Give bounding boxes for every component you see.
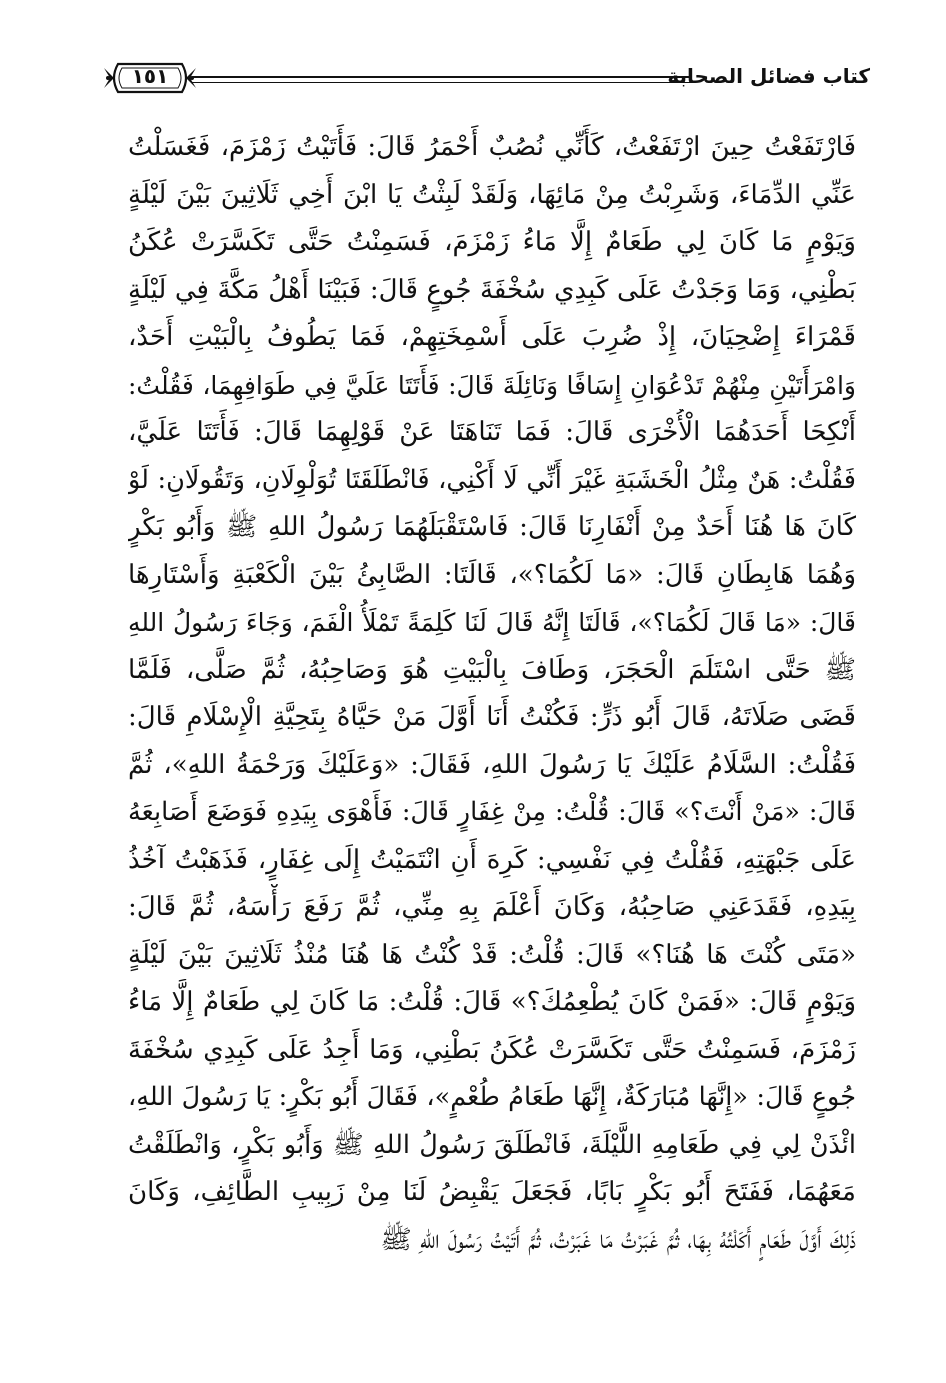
text-line-1: فَارْتَفَعْتُ حِينَ ارْتَفَعْتُ، كَأَنِّي نُصُبٌ أَحْمَرُ قَالَ: فَأَتَيْتُ زَمْزَمَ، فَغَسَلْتُ [128, 132, 856, 162]
text-line-22: ائْذَنْ لِي فِي طَعَامِهِ اللَّيْلَةَ، فَانْطَلَقَ رَسُولُ اللهِ ﷺ وَأَبُو بَكْرٍ، وَانْطَلَقْتُ [128, 1129, 856, 1160]
text-line-16: عَلَى جَبْهَتِهِ، فَقُلْتُ فِي نَفْسِي: كَرِهَ أَنِ انْتَمَيْتُ إِلَى غِفَارٍ، فَذَهَبْتُ آخُذُ [128, 844, 856, 875]
text-line-10: وَهُمَا هَابِطَانِ قَالَ: «مَا لَكُمَا؟»، قَالَتَا: الصَّابِئُ بَيْنَ الْكَعْبَةِ وَأَسْتَارِهَا [128, 559, 856, 590]
page-header [100, 58, 870, 102]
book-title: كتاب فضائل الصحابة [667, 64, 870, 88]
text-line-19: وَيَوْمٍ قَالَ: «فَمَنْ كَانَ يُطْعِمُكَ؟» قَالَ: قُلْتُ: مَا كَانَ لِي طَعَامٌ إِلَّا مَاءُ [128, 987, 856, 1017]
text-line-20: زَمْزَمَ، فَسَمِنْتُ حَتَّى تَكَسَّرَتْ عُكَنُ بَطْنِي، وَمَا أَجِدُ عَلَى كَبِدِي سُخْفَةَ [128, 1034, 856, 1065]
text-line-17: بِيَدِهِ، فَقَدَعَنِي صَاحِبُهُ، وَكَانَ أَعْلَمَ بِهِ مِنِّي، ثُمَّ رَفَعَ رَأْسَهُ، ثُمَّ قَالَ: [128, 892, 856, 922]
text-line-23: مَعَهُمَا، فَفَتَحَ أَبُو بَكْرٍ بَابًا، فَجَعَلَ يَقْبِضُ لَنَا مِنْ زَبِيبِ الطَّائِفِ، وَكَانَ [128, 1177, 856, 1207]
header-rule-thin [192, 82, 692, 83]
text-line-11: قَالَ: «مَا قَالَ لَكُمَا؟»، قَالَتَا إِنَّهُ قَالَ لَنَا كَلِمَةً تَمْلَأُ الْفَمَ، وَجَاءَ رَسُولُ اللهِ [128, 608, 856, 637]
text-line-4: بَطْنِي، وَمَا وَجَدْتُ عَلَى كَبِدِي سُخْفَةَ جُوعٍ قَالَ: فَبَيْنَا أَهْلُ مَكَّةَ فِي لَيْلَةٍ [128, 274, 856, 305]
text-line-8: فَقُلْتُ: هَنٌ مِثْلُ الْخَشَبَةِ غَيْرَ أَنِّي لَا أَكْنِي، فَانْطَلَقَتَا تُوَلْوِلَانِ، وَتَقُولَانِ: لَوْ [128, 464, 856, 495]
text-line-21: جُوعٍ قَالَ: «إِنَّهَا مُبَارَكَةٌ، إِنَّهَا طَعَامُ طُعْمٍ»، فَقَالَ أَبُو بَكْرٍ: يَا رَسُولَ اللهِ، [128, 1082, 856, 1112]
text-line-9: كَانَ هَا هُنَا أَحَدٌ مِنْ أَنْفَارِنَا قَالَ: فَاسْتَقْبَلَهُمَا رَسُولُ اللهِ ﷺ وَأَبُو بَكْرٍ [128, 512, 856, 542]
text-line-7: أَنْكِحَا أَحَدَهُمَا الْأُخْرَى قَالَ: فَمَا تَنَاهَتَا عَنْ قَوْلِهِمَا قَالَ: فَأَتَتَا عَلَيَّ، [128, 417, 856, 447]
body-text [128, 124, 856, 1264]
text-line-12: ﷺ حَتَّى اسْتَلَمَ الْحَجَرَ، وَطَافَ بِالْبَيْتِ هُوَ وَصَاحِبُهُ، ثُمَّ صَلَّى، فَلَمَّا [128, 654, 856, 685]
header-rule [192, 76, 692, 78]
page-number-ornament [100, 58, 200, 98]
text-line-24: ذَلِكَ أَوَّلَ طَعَامٍ أَكَلْتُهُ بِهَا، ثُمَّ غَبَرْتُ مَا غَبَرْتُ، ثُمَّ أَتَيْتُ رَسُولَ اللهِ ﷺ [380, 1224, 856, 1255]
text-line-6: وَامْرَأَتَيْنِ مِنْهُمْ تَدْعُوَانِ إِسَافًا وَنَائِلَةَ قَالَ: فَأَتَتَا عَلَيَّ فِي طَوَافِهِمَا، فَقُلْتُ: [128, 370, 856, 400]
text-line-2: عَنِّي الدِّمَاءَ، وَشَرِبْتُ مِنْ مَائِهَا، وَلَقَدْ لَبِثْتُ يَا ابْنَ أَخِي ثَلَاثِينَ بَيْنَ لَيْلَةٍ [128, 179, 856, 210]
text-line-13: قَضَى صَلَاتَهُ، قَالَ أَبُو ذَرٍّ: فَكُنْتُ أَنَا أَوَّلَ مَنْ حَيَّاهُ بِتَحِيَّةِ الْإِسْلَامِ قَالَ: [128, 702, 856, 732]
page-number: ١٥١ [131, 64, 169, 88]
text-line-15: قَالَ: «مَنْ أَنْتَ؟» قَالَ: قُلْتُ: مِنْ غِفَارٍ قَالَ: فَأَهْوَى بِيَدِهِ فَوَضَعَ أَصَابِعَهُ [128, 797, 856, 827]
text-line-5: قَمْرَاءَ إِضْحِيَانَ، إِذْ ضُرِبَ عَلَى أَسْمِخَتِهِمْ، فَمَا يَطُوفُ بِالْبَيْتِ أَحَدٌ، [128, 322, 856, 352]
text-line-3: وَيَوْمٍ مَا كَانَ لِي طَعَامٌ إِلَّا مَاءُ زَمْزَمَ، فَسَمِنْتُ حَتَّى تَكَسَّرَتْ عُكَنُ [128, 227, 856, 257]
text-line-18: «مَتَى كُنْتَ هَا هُنَا؟» قَالَ: قُلْتُ: قَدْ كُنْتُ هَا هُنَا مُنْذُ ثَلَاثِينَ بَيْنَ لَيْلَةٍ [128, 939, 856, 970]
text-line-14: فَقُلْتُ: السَّلَامُ عَلَيْكَ يَا رَسُولَ اللهِ، فَقَالَ: «وَعَلَيْكَ وَرَحْمَةُ اللهِ»، ثُمَّ [128, 749, 856, 780]
